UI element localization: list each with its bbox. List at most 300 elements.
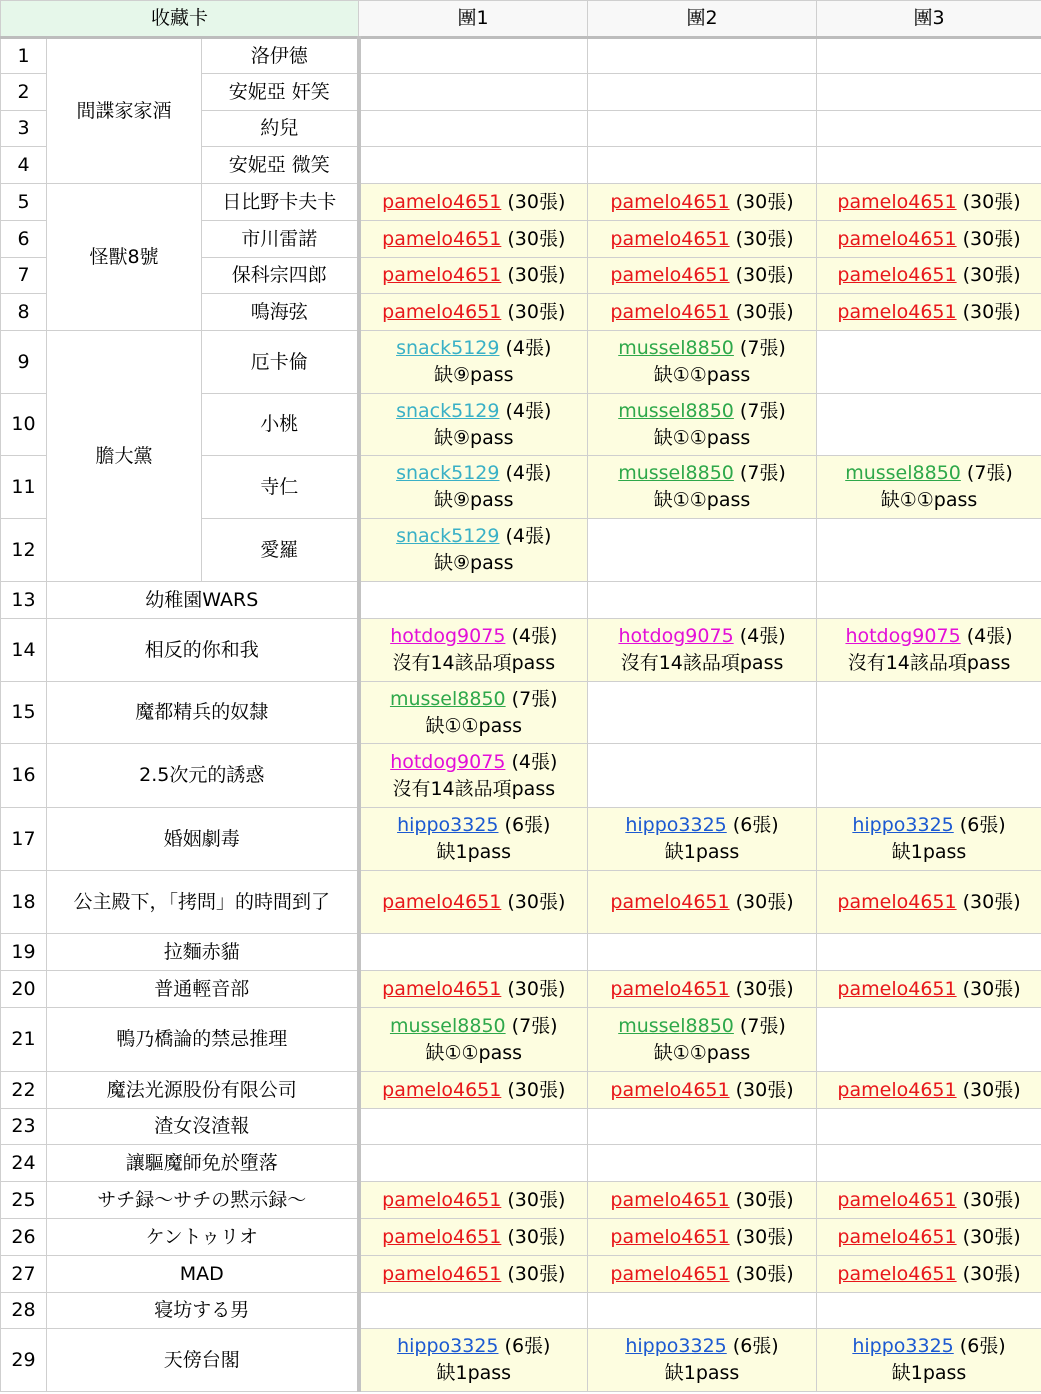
user-link[interactable]: pamelo4651 xyxy=(382,1225,502,1248)
row-number[interactable]: 14 xyxy=(1,619,47,682)
user-link[interactable]: hippo3325 xyxy=(852,1335,954,1357)
user-link[interactable]: pamelo4651 xyxy=(382,300,502,323)
quantity-text: (7張) xyxy=(733,1014,786,1037)
quantity-text: (30張) xyxy=(729,1188,794,1211)
group-2-cell[interactable] xyxy=(588,456,817,519)
group-2-cell[interactable] xyxy=(588,871,817,934)
quantity-text: (30張) xyxy=(729,1078,794,1101)
user-link[interactable]: pamelo4651 xyxy=(610,1188,730,1211)
quantity-text: (30張) xyxy=(729,300,794,323)
series-title-cell[interactable]: 相反的你和我 xyxy=(47,619,359,682)
user-link[interactable]: mussel8850 xyxy=(618,462,734,484)
series-group-cell[interactable]: 間諜家家酒 xyxy=(47,38,202,184)
claim-note: 缺⑨pass xyxy=(434,426,514,449)
claim-line xyxy=(817,812,1041,839)
row-number[interactable]: 15 xyxy=(1,682,47,744)
claim-note: 缺①①pass xyxy=(653,426,751,449)
group-2-cell[interactable] xyxy=(588,38,817,74)
group-1-cell[interactable] xyxy=(359,221,588,258)
row-number[interactable]: 24 xyxy=(1,1145,47,1182)
claim-line xyxy=(817,460,1041,487)
user-link[interactable]: pamelo4651 xyxy=(382,977,502,1000)
group-1-cell[interactable] xyxy=(359,682,588,744)
table-row xyxy=(1,682,1041,744)
series-title-cell[interactable]: 寝坊する男 xyxy=(47,1293,359,1329)
user-link[interactable]: hotdog9075 xyxy=(618,625,734,647)
claim-note: 缺⑨pass xyxy=(434,489,514,511)
row-number[interactable]: 9 xyxy=(1,331,47,394)
group-3-cell[interactable] xyxy=(817,258,1041,294)
table-row xyxy=(1,184,1041,221)
claim-line xyxy=(588,1077,816,1104)
group-2-cell[interactable] xyxy=(588,1145,817,1182)
group-3-cell[interactable] xyxy=(817,1329,1041,1392)
claim-line xyxy=(361,523,588,550)
claim-line xyxy=(817,262,1041,289)
user-link[interactable]: pamelo4651 xyxy=(610,1078,730,1101)
user-link[interactable]: hippo3325 xyxy=(397,1335,499,1357)
table-row xyxy=(1,971,1041,1008)
member-cell[interactable]: 安妮亞 微笑 xyxy=(202,147,359,184)
table-body xyxy=(1,38,1041,1392)
series-title-cell[interactable]: 渣女沒渣報 xyxy=(47,1109,359,1145)
group-3-cell[interactable] xyxy=(817,971,1041,1008)
claim-line xyxy=(817,889,1041,916)
group-2-cell[interactable] xyxy=(588,1109,817,1145)
group-2-cell[interactable] xyxy=(588,1293,817,1329)
user-link[interactable]: snack5129 xyxy=(396,525,500,547)
group-1-cell[interactable] xyxy=(359,74,588,111)
group-3-cell[interactable] xyxy=(817,294,1041,331)
user-link[interactable]: pamelo4651 xyxy=(610,977,730,1000)
group-3-cell[interactable] xyxy=(817,934,1041,971)
group-3-cell[interactable] xyxy=(817,1293,1041,1329)
user-link[interactable]: pamelo4651 xyxy=(837,1188,957,1211)
group-1-cell[interactable] xyxy=(359,1008,588,1072)
claim-note: 缺①①pass xyxy=(425,1041,523,1064)
quantity-text: (30張) xyxy=(729,1262,794,1285)
group-2-cell[interactable] xyxy=(588,682,817,744)
user-link[interactable]: hotdog9075 xyxy=(390,625,506,647)
group-3-cell[interactable] xyxy=(817,808,1041,871)
user-link[interactable]: pamelo4651 xyxy=(382,1188,502,1211)
claim-line xyxy=(588,262,816,289)
group-2-cell[interactable] xyxy=(588,294,817,331)
group-2-cell[interactable] xyxy=(588,1008,817,1072)
row-number[interactable]: 20 xyxy=(1,971,47,1008)
claim-line xyxy=(588,1224,816,1251)
member-cell[interactable]: 小桃 xyxy=(202,394,359,456)
user-link[interactable]: pamelo4651 xyxy=(610,890,730,913)
table-row xyxy=(1,619,1041,682)
user-link[interactable]: hippo3325 xyxy=(397,814,499,836)
table-row xyxy=(1,871,1041,934)
header-group-1[interactable]: 團1 xyxy=(359,1,588,38)
user-link[interactable]: pamelo4651 xyxy=(382,1262,502,1285)
table-row xyxy=(1,934,1041,971)
claim-line xyxy=(588,1013,816,1040)
user-link[interactable]: pamelo4651 xyxy=(610,264,730,286)
group-2-cell[interactable] xyxy=(588,147,817,184)
user-link[interactable]: pamelo4651 xyxy=(837,890,957,913)
quantity-text: (30張) xyxy=(501,1078,566,1101)
table-row xyxy=(1,744,1041,808)
group-2-cell[interactable] xyxy=(588,221,817,258)
quantity-text: (30張) xyxy=(501,190,566,213)
group-3-cell[interactable] xyxy=(817,1219,1041,1256)
claim-note: 缺①①pass xyxy=(653,364,751,386)
member-cell[interactable]: 愛羅 xyxy=(202,519,359,582)
group-1-cell[interactable] xyxy=(359,871,588,934)
row-number[interactable]: 21 xyxy=(1,1008,47,1072)
claim-line xyxy=(588,976,816,1003)
group-2-cell[interactable] xyxy=(588,1256,817,1293)
series-group-cell[interactable]: 怪獸8號 xyxy=(47,184,202,331)
user-link[interactable]: pamelo4651 xyxy=(837,977,957,1000)
user-link[interactable]: hippo3325 xyxy=(852,814,954,836)
member-cell[interactable]: 厄卡倫 xyxy=(202,331,359,394)
group-1-cell[interactable] xyxy=(359,147,588,184)
group-2-cell[interactable] xyxy=(588,1072,817,1109)
group-1-cell[interactable] xyxy=(359,331,588,394)
user-link[interactable]: pamelo4651 xyxy=(837,264,957,286)
row-number[interactable]: 8 xyxy=(1,294,47,331)
row-number[interactable]: 6 xyxy=(1,221,47,258)
row-number[interactable]: 22 xyxy=(1,1072,47,1109)
user-link[interactable]: pamelo4651 xyxy=(610,190,730,213)
quantity-text: (4張) xyxy=(960,625,1013,647)
claim-line xyxy=(361,189,588,216)
group-2-cell[interactable] xyxy=(588,744,817,808)
claim-line xyxy=(588,226,816,253)
claim-line xyxy=(588,889,816,916)
user-link[interactable]: pamelo4651 xyxy=(837,1078,957,1101)
claim-line xyxy=(361,1077,588,1104)
user-link[interactable]: pamelo4651 xyxy=(837,227,957,250)
quantity-text: (7張) xyxy=(733,462,786,484)
user-link[interactable]: mussel8850 xyxy=(389,1014,506,1037)
claim-line xyxy=(817,976,1041,1003)
table-row xyxy=(1,582,1041,619)
group-1-cell[interactable] xyxy=(359,456,588,519)
series-group-cell[interactable]: 膽大黨 xyxy=(47,331,202,582)
group-3-cell[interactable] xyxy=(817,1182,1041,1219)
series-title-cell[interactable]: 2.5次元的誘惑 xyxy=(47,744,359,808)
group-3-cell[interactable] xyxy=(817,1145,1041,1182)
table-row xyxy=(1,331,1041,394)
group-1-cell[interactable] xyxy=(359,619,588,682)
member-cell[interactable]: 洛伊德 xyxy=(202,38,359,74)
row-number[interactable]: 23 xyxy=(1,1109,47,1145)
claim-note: 缺1pass xyxy=(664,1362,740,1384)
group-3-cell[interactable] xyxy=(817,38,1041,74)
row-number[interactable]: 18 xyxy=(1,871,47,934)
quantity-text: (7張) xyxy=(505,1014,558,1037)
group-2-cell[interactable] xyxy=(588,619,817,682)
quantity-text: (30張) xyxy=(956,1262,1021,1285)
claim-note: 缺⑨pass xyxy=(434,364,514,386)
user-link[interactable]: pamelo4651 xyxy=(610,1262,730,1285)
user-link[interactable]: mussel8850 xyxy=(618,337,734,359)
row-number[interactable]: 13 xyxy=(1,582,47,619)
row-number[interactable]: 16 xyxy=(1,744,47,808)
quantity-text: (4張) xyxy=(499,399,552,422)
claim-line xyxy=(588,812,816,839)
group-2-cell[interactable] xyxy=(588,394,817,456)
claim-line xyxy=(817,299,1041,326)
user-link[interactable]: pamelo4651 xyxy=(837,190,957,213)
series-title-cell[interactable]: 讓驅魔師免於墮落 xyxy=(47,1145,359,1182)
table-row xyxy=(1,38,1041,74)
claim-note: 沒有14該品項pass xyxy=(847,652,1011,674)
group-3-cell[interactable] xyxy=(817,74,1041,111)
claim-note: 缺①①pass xyxy=(653,1041,751,1064)
row-number[interactable]: 12 xyxy=(1,519,47,582)
member-cell[interactable]: 鳴海弦 xyxy=(202,294,359,331)
group-1-cell[interactable] xyxy=(359,111,588,147)
claim-note: 缺①①pass xyxy=(425,714,523,737)
row-number[interactable]: 3 xyxy=(1,111,47,147)
series-title-cell[interactable]: 鴨乃橋論的禁忌推理 xyxy=(47,1008,359,1072)
group-2-cell[interactable] xyxy=(588,1329,817,1392)
user-link[interactable]: hippo3325 xyxy=(625,814,727,836)
group-1-cell[interactable] xyxy=(359,1072,588,1109)
quantity-text: (4張) xyxy=(733,625,786,647)
group-1-cell[interactable] xyxy=(359,1293,588,1329)
user-link[interactable]: pamelo4651 xyxy=(382,190,502,213)
group-1-cell[interactable] xyxy=(359,1219,588,1256)
user-link[interactable]: pamelo4651 xyxy=(382,890,502,913)
row-number[interactable]: 17 xyxy=(1,808,47,871)
group-3-cell[interactable] xyxy=(817,147,1041,184)
series-title-cell[interactable]: 魔都精兵的奴隸 xyxy=(47,682,359,744)
quantity-text: (30張) xyxy=(501,300,566,323)
user-link[interactable]: mussel8850 xyxy=(389,687,506,710)
quantity-text: (30張) xyxy=(956,1225,1021,1248)
claim-note: 沒有14該品項pass xyxy=(392,777,556,800)
row-number[interactable]: 19 xyxy=(1,934,47,971)
group-3-cell[interactable] xyxy=(817,871,1041,934)
row-number[interactable]: 5 xyxy=(1,184,47,221)
group-3-cell[interactable] xyxy=(817,582,1041,619)
claim-line xyxy=(361,299,588,326)
group-1-cell[interactable] xyxy=(359,1256,588,1293)
quantity-text: (30張) xyxy=(729,227,794,250)
claim-line xyxy=(361,335,588,362)
quantity-text: (30張) xyxy=(729,264,794,286)
user-link[interactable]: hotdog9075 xyxy=(845,625,961,647)
quantity-text: (30張) xyxy=(956,264,1021,286)
claim-line xyxy=(361,262,588,289)
group-1-cell[interactable] xyxy=(359,582,588,619)
table-row xyxy=(1,1256,1041,1293)
claim-line xyxy=(361,1013,588,1040)
claim-note: 沒有14該品項pass xyxy=(620,652,784,674)
group-1-cell[interactable] xyxy=(359,808,588,871)
claim-note: 缺1pass xyxy=(664,841,740,863)
series-title-cell[interactable]: MAD xyxy=(47,1256,359,1293)
row-number[interactable]: 10 xyxy=(1,394,47,456)
row-number[interactable]: 11 xyxy=(1,456,47,519)
table-row xyxy=(1,808,1041,871)
user-link[interactable]: snack5129 xyxy=(396,399,500,422)
group-3-cell[interactable] xyxy=(817,619,1041,682)
row-number[interactable]: 4 xyxy=(1,147,47,184)
quantity-text: (30張) xyxy=(729,890,794,913)
claim-note: 缺1pass xyxy=(436,841,512,863)
group-3-cell[interactable] xyxy=(817,744,1041,808)
group-3-cell[interactable] xyxy=(817,111,1041,147)
claim-line xyxy=(361,460,588,487)
quantity-text: (6張) xyxy=(953,814,1006,836)
user-link[interactable]: pamelo4651 xyxy=(382,227,502,250)
quantity-text: (30張) xyxy=(501,1188,566,1211)
claim-note: 缺1pass xyxy=(891,1362,967,1384)
group-1-cell[interactable] xyxy=(359,519,588,582)
claim-line xyxy=(361,398,588,425)
quantity-text: (7張) xyxy=(733,337,786,359)
user-link[interactable]: snack5129 xyxy=(396,337,500,359)
group-1-cell[interactable] xyxy=(359,294,588,331)
group-1-cell[interactable] xyxy=(359,1145,588,1182)
series-title-cell[interactable]: 普通輕音部 xyxy=(47,971,359,1008)
claim-line xyxy=(817,1077,1041,1104)
claim-line xyxy=(361,623,588,650)
claim-line xyxy=(361,976,588,1003)
row-number[interactable]: 29 xyxy=(1,1329,47,1392)
group-2-cell[interactable] xyxy=(588,258,817,294)
group-2-cell[interactable] xyxy=(588,934,817,971)
group-3-cell[interactable] xyxy=(817,1256,1041,1293)
claim-line xyxy=(588,1261,816,1288)
group-1-cell[interactable] xyxy=(359,934,588,971)
claim-line xyxy=(361,889,588,916)
quantity-text: (7張) xyxy=(960,462,1013,484)
row-number[interactable]: 1 xyxy=(1,38,47,74)
group-1-cell[interactable] xyxy=(359,1182,588,1219)
user-link[interactable]: hotdog9075 xyxy=(390,750,506,773)
member-cell[interactable]: 安妮亞 奸笑 xyxy=(202,74,359,111)
group-1-cell[interactable] xyxy=(359,394,588,456)
series-title-cell[interactable]: ケントゥリオ xyxy=(47,1219,359,1256)
quantity-text: (6張) xyxy=(726,814,779,836)
claim-note: 缺⑨pass xyxy=(434,552,514,574)
group-2-cell[interactable] xyxy=(588,519,817,582)
member-cell[interactable]: 保科宗四郎 xyxy=(202,258,359,294)
user-link[interactable]: mussel8850 xyxy=(618,399,734,422)
table-row xyxy=(1,1008,1041,1072)
group-3-cell[interactable] xyxy=(817,1109,1041,1145)
user-link[interactable]: snack5129 xyxy=(396,462,500,484)
user-link[interactable]: mussel8850 xyxy=(845,462,961,484)
user-link[interactable]: pamelo4651 xyxy=(610,1225,730,1248)
group-2-cell[interactable] xyxy=(588,111,817,147)
quantity-text: (30張) xyxy=(956,1188,1021,1211)
quantity-text: (4張) xyxy=(499,462,552,484)
group-2-cell[interactable] xyxy=(588,1219,817,1256)
user-link[interactable]: pamelo4651 xyxy=(382,1078,502,1101)
group-3-cell[interactable] xyxy=(817,331,1041,394)
user-link[interactable]: pamelo4651 xyxy=(610,300,730,323)
member-cell[interactable]: 約兒 xyxy=(202,111,359,147)
group-1-cell[interactable] xyxy=(359,184,588,221)
header-collection-card[interactable]: 收藏卡 xyxy=(1,1,359,38)
quantity-text: (30張) xyxy=(729,1225,794,1248)
group-3-cell[interactable] xyxy=(817,184,1041,221)
claim-line xyxy=(588,1187,816,1214)
quantity-text: (6張) xyxy=(726,1335,779,1357)
claim-line xyxy=(588,335,816,362)
user-link[interactable]: pamelo4651 xyxy=(610,227,730,250)
member-cell[interactable]: 日比野卡夫卡 xyxy=(202,184,359,221)
user-link[interactable]: pamelo4651 xyxy=(837,300,957,323)
row-number[interactable]: 7 xyxy=(1,258,47,294)
group-1-cell[interactable] xyxy=(359,258,588,294)
row-number[interactable]: 26 xyxy=(1,1219,47,1256)
claim-line xyxy=(817,1187,1041,1214)
group-2-cell[interactable] xyxy=(588,331,817,394)
member-cell[interactable]: 寺仁 xyxy=(202,456,359,519)
series-title-cell[interactable]: 魔法光源股份有限公司 xyxy=(47,1072,359,1109)
user-link[interactable]: pamelo4651 xyxy=(837,1225,957,1248)
claim-note: 沒有14該品項pass xyxy=(392,652,556,674)
series-title-cell[interactable]: 婚姻劇毒 xyxy=(47,808,359,871)
group-1-cell[interactable] xyxy=(359,38,588,74)
user-link[interactable]: pamelo4651 xyxy=(382,264,502,286)
user-link[interactable]: mussel8850 xyxy=(618,1014,734,1037)
claim-note: 缺①①pass xyxy=(880,489,978,511)
group-1-cell[interactable] xyxy=(359,744,588,808)
group-2-cell[interactable] xyxy=(588,971,817,1008)
table-row xyxy=(1,1182,1041,1219)
group-2-cell[interactable] xyxy=(588,582,817,619)
group-3-cell[interactable] xyxy=(817,1008,1041,1072)
claim-line xyxy=(361,1261,588,1288)
group-3-cell[interactable] xyxy=(817,456,1041,519)
header-group-3[interactable]: 團3 xyxy=(817,1,1041,38)
series-title-cell[interactable]: 天傍台閣 xyxy=(47,1329,359,1392)
row-number[interactable]: 27 xyxy=(1,1256,47,1293)
group-3-cell[interactable] xyxy=(817,1072,1041,1109)
group-1-cell[interactable] xyxy=(359,971,588,1008)
table-row xyxy=(1,1293,1041,1329)
group-2-cell[interactable] xyxy=(588,808,817,871)
quantity-text: (4張) xyxy=(499,337,552,359)
row-number[interactable]: 28 xyxy=(1,1293,47,1329)
user-link[interactable]: pamelo4651 xyxy=(837,1262,957,1285)
group-3-cell[interactable] xyxy=(817,221,1041,258)
row-number[interactable]: 25 xyxy=(1,1182,47,1219)
group-3-cell[interactable] xyxy=(817,519,1041,582)
group-2-cell[interactable] xyxy=(588,74,817,111)
series-title-cell[interactable]: 幼稚園WARS xyxy=(47,582,359,619)
series-title-cell[interactable]: サチ録～サチの黙示録～ xyxy=(47,1182,359,1219)
header-group-2[interactable]: 團2 xyxy=(588,1,817,38)
group-1-cell[interactable] xyxy=(359,1109,588,1145)
claim-line xyxy=(817,226,1041,253)
group-3-cell[interactable] xyxy=(817,682,1041,744)
row-number[interactable]: 2 xyxy=(1,74,47,111)
group-2-cell[interactable] xyxy=(588,184,817,221)
member-cell[interactable]: 市川雷諾 xyxy=(202,221,359,258)
quantity-text: (6張) xyxy=(498,1335,551,1357)
user-link[interactable]: hippo3325 xyxy=(625,1335,727,1357)
group-2-cell[interactable] xyxy=(588,1182,817,1219)
series-title-cell[interactable]: 拉麵赤貓 xyxy=(47,934,359,971)
series-title-cell[interactable]: 公主殿下，「拷問」的時間到了 xyxy=(47,871,359,934)
group-1-cell[interactable] xyxy=(359,1329,588,1392)
group-3-cell[interactable] xyxy=(817,394,1041,456)
